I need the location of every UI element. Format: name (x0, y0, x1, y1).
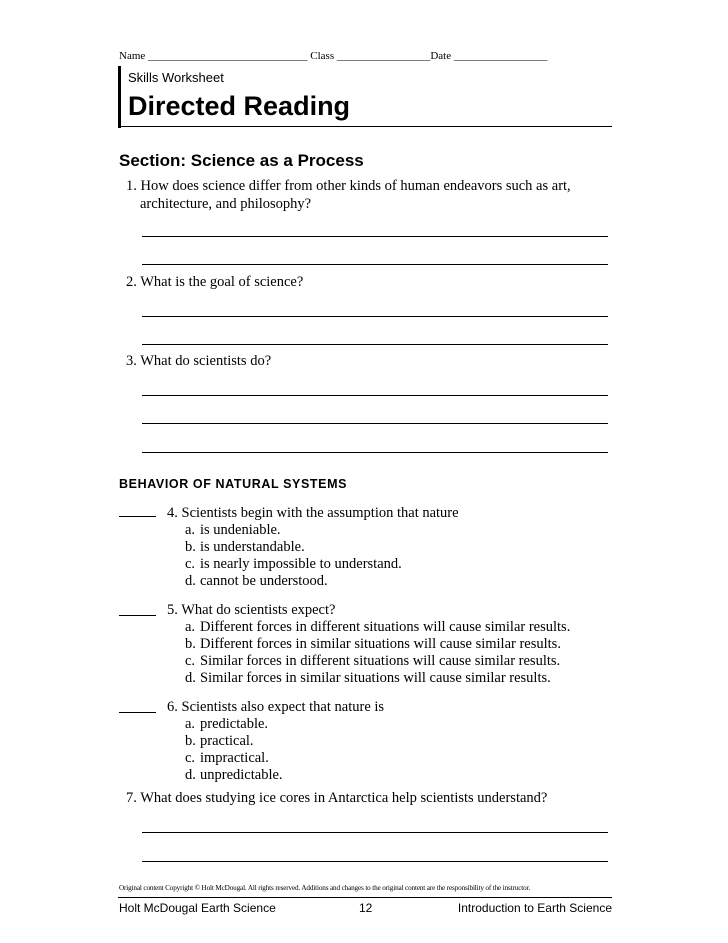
option-letter: b. (185, 636, 196, 652)
option-letter: b. (185, 733, 196, 749)
question-5 (167, 602, 335, 619)
option-b[interactable] (185, 733, 254, 750)
option-letter: b. (185, 539, 196, 555)
copyright-notice: Original content Copyright © Holt McDougal. All rights reserved. Additions and changes to the original content are the responsibility of the instructor. (119, 884, 531, 892)
answer-line[interactable] (142, 423, 608, 424)
question-number: 6. (167, 699, 178, 715)
option-a[interactable] (185, 522, 281, 539)
question-number: 4. (167, 505, 178, 521)
footer-rule (118, 897, 612, 898)
option-d[interactable] (185, 767, 283, 784)
option-d[interactable] (185, 670, 551, 687)
option-letter: c. (185, 556, 196, 572)
option-text: predictable. (200, 716, 269, 732)
option-c[interactable] (185, 653, 560, 670)
question-text: How does science differ from other kinds of human endeavors such as art, (140, 178, 571, 194)
date-label: Date (430, 50, 452, 62)
question-text: What do scientists do? (140, 353, 272, 369)
option-letter: d. (185, 767, 196, 783)
answer-line[interactable] (142, 861, 608, 862)
answer-blank[interactable] (119, 615, 156, 616)
answer-blank[interactable] (119, 516, 156, 517)
question-3 (126, 352, 271, 370)
question-text: Scientists begin with the assumption that nature (181, 505, 459, 521)
option-text: is nearly impossible to understand. (200, 556, 402, 572)
date-blank[interactable]: _________________ (453, 50, 548, 62)
option-text: practical. (200, 733, 254, 749)
title-rule (118, 126, 612, 127)
question-number: 1. (126, 178, 137, 194)
question-text: What does studying ice cores in Antarctica help scientists understand? (140, 790, 548, 806)
student-info-line (119, 50, 547, 62)
option-text: Similar forces in different situations will cause similar results. (200, 653, 561, 669)
option-c[interactable] (185, 750, 269, 767)
page-title: Directed Reading (128, 91, 351, 121)
answer-line[interactable] (142, 344, 608, 345)
option-text: unpredictable. (200, 767, 283, 783)
title-bar-accent (118, 66, 121, 128)
option-d[interactable] (185, 573, 328, 590)
question-number: 3. (126, 353, 137, 369)
answer-line[interactable] (142, 264, 608, 265)
question-text: What do scientists expect? (181, 602, 336, 618)
answer-line[interactable] (142, 236, 608, 237)
answer-blank[interactable] (119, 712, 156, 713)
question-1 (126, 177, 571, 195)
option-text: Different forces in similar situations will cause similar results. (200, 636, 561, 652)
answer-line[interactable] (142, 395, 608, 396)
option-a[interactable] (185, 619, 570, 636)
option-letter: d. (185, 573, 196, 589)
option-b[interactable] (185, 539, 305, 556)
option-letter: a. (185, 619, 196, 635)
option-text: is understandable. (200, 539, 305, 555)
option-c[interactable] (185, 556, 402, 573)
option-text: Different forces in different situations will cause similar results. (200, 619, 571, 635)
question-number: 2. (126, 274, 137, 290)
question-2 (126, 273, 303, 291)
question-4 (167, 505, 459, 522)
question-number: 5. (167, 602, 178, 618)
class-blank[interactable]: _________________ (336, 50, 431, 62)
question-number: 7. (126, 790, 137, 806)
name-blank[interactable]: _____________________________ (148, 50, 308, 62)
option-text: Similar forces in similar situations will cause similar results. (200, 670, 551, 686)
page-number: 12 (359, 901, 373, 915)
answer-line[interactable] (142, 452, 608, 453)
option-text: cannot be understood. (200, 573, 328, 589)
footer-book-title: Holt McDougal Earth Science (119, 901, 276, 915)
option-letter: c. (185, 750, 196, 766)
option-letter: d. (185, 670, 196, 686)
option-text: impractical. (200, 750, 269, 766)
name-label: Name (119, 50, 146, 62)
question-text: Scientists also expect that nature is (181, 699, 385, 715)
option-letter: a. (185, 522, 196, 538)
option-text: is undeniable. (200, 522, 281, 538)
section-title: Section: Science as a Process (119, 151, 364, 170)
footer-chapter-title: Introduction to Earth Science (457, 901, 612, 915)
question-7 (126, 789, 547, 807)
question-6 (167, 699, 384, 716)
answer-line[interactable] (142, 316, 608, 317)
option-letter: c. (185, 653, 196, 669)
subsection-title: BEHAVIOR OF NATURAL SYSTEMS (119, 477, 348, 491)
option-letter: a. (185, 716, 196, 732)
answer-line[interactable] (142, 832, 608, 833)
question-1-cont: architecture, and philosophy? (140, 196, 312, 212)
worksheet-type: Skills Worksheet (128, 70, 224, 85)
class-label: Class (310, 50, 335, 62)
option-a[interactable] (185, 716, 268, 733)
question-text: What is the goal of science? (140, 274, 304, 290)
option-b[interactable] (185, 636, 561, 653)
